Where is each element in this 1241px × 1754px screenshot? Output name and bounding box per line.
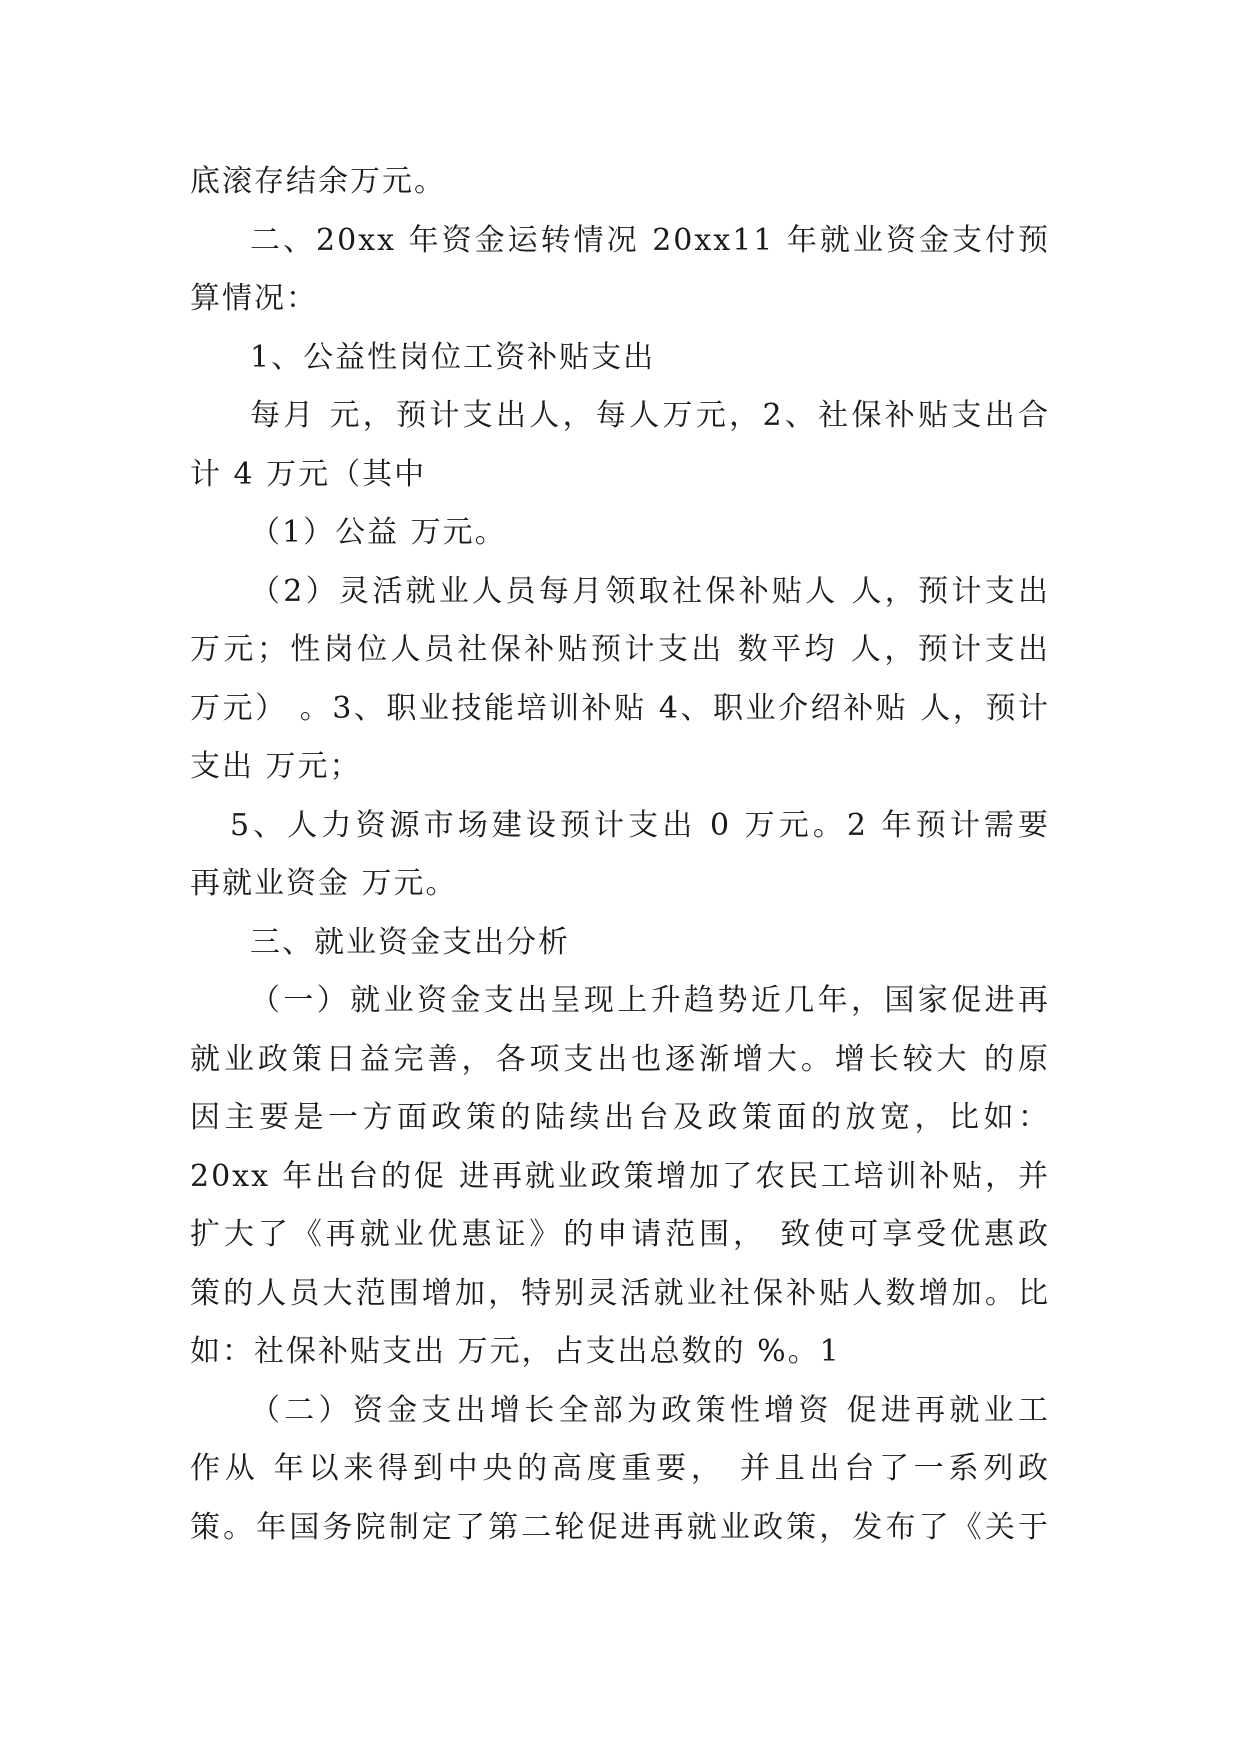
text-line: 支出 万元； bbox=[190, 749, 362, 784]
document-body bbox=[190, 153, 1050, 1557]
text-line: 策。年国务院制定了第二轮促进再就业政策，发布了《关于 bbox=[190, 1509, 1050, 1545]
text-line: （2）灵活就业人员每月领取社保补贴人 人，预计支出 bbox=[250, 573, 1050, 609]
text-line: （1）公益 万元。 bbox=[250, 515, 507, 550]
text-line: 二、20xx 年资金运转情况 20xx11 年就业资金支付预 bbox=[250, 222, 1050, 258]
text-line: 计 4 万元（其中 bbox=[190, 456, 427, 492]
text-line: （一）就业资金支出呈现上升趋势近几年，国家促进再 bbox=[250, 983, 1050, 1018]
text-line: 底滚存结余万元。 bbox=[190, 164, 446, 199]
text-line: 每月 元，预计支出人，每人万元，2、社保补贴支出合 bbox=[250, 398, 1050, 433]
text-line: 20xx 年出台的促 进再就业政策增加了农民工培训补贴，并 bbox=[190, 1158, 1050, 1194]
text-line: 算情况： bbox=[190, 281, 318, 316]
text-line: 如：社保补贴支出 万元，占支出总数的 %。1 bbox=[190, 1334, 841, 1369]
text-line: 作从 年以来得到中央的高度重要， 并且出台了一系列政 bbox=[190, 1451, 1050, 1486]
text-line: 5、人力资源市场建设预计支出 0 万元。2 年预计需要 bbox=[230, 807, 1050, 843]
text-line: 三、就业资金支出分析 bbox=[250, 924, 570, 960]
text-line: 万元；性岗位人员社保补贴预计支出 数平均 人，预计支出 bbox=[190, 632, 1050, 667]
text-line: 1、公益性岗位工资补贴支出 bbox=[250, 339, 656, 375]
text-line: 扩大了《再就业优惠证》的申请范围， 致使可享受优惠政 bbox=[190, 1217, 1050, 1252]
text-line: 因主要是一方面政策的陆续出台及政策面的放宽，比如： bbox=[190, 1100, 1050, 1135]
text-line: 万元） 。3、职业技能培训补贴 4、职业介绍补贴 人，预计 bbox=[190, 690, 1050, 726]
text-line: （二）资金支出增长全部为政策性增资 促进再就业工 bbox=[250, 1392, 1050, 1428]
text-line: 就业政策日益完善，各项支出也逐渐增大。增长较大 的原 bbox=[190, 1041, 1050, 1077]
text-line: 再就业资金 万元。 bbox=[190, 866, 458, 901]
text-line: 策的人员大范围增加，特别灵活就业社保补贴人数增加。比 bbox=[190, 1275, 1050, 1311]
